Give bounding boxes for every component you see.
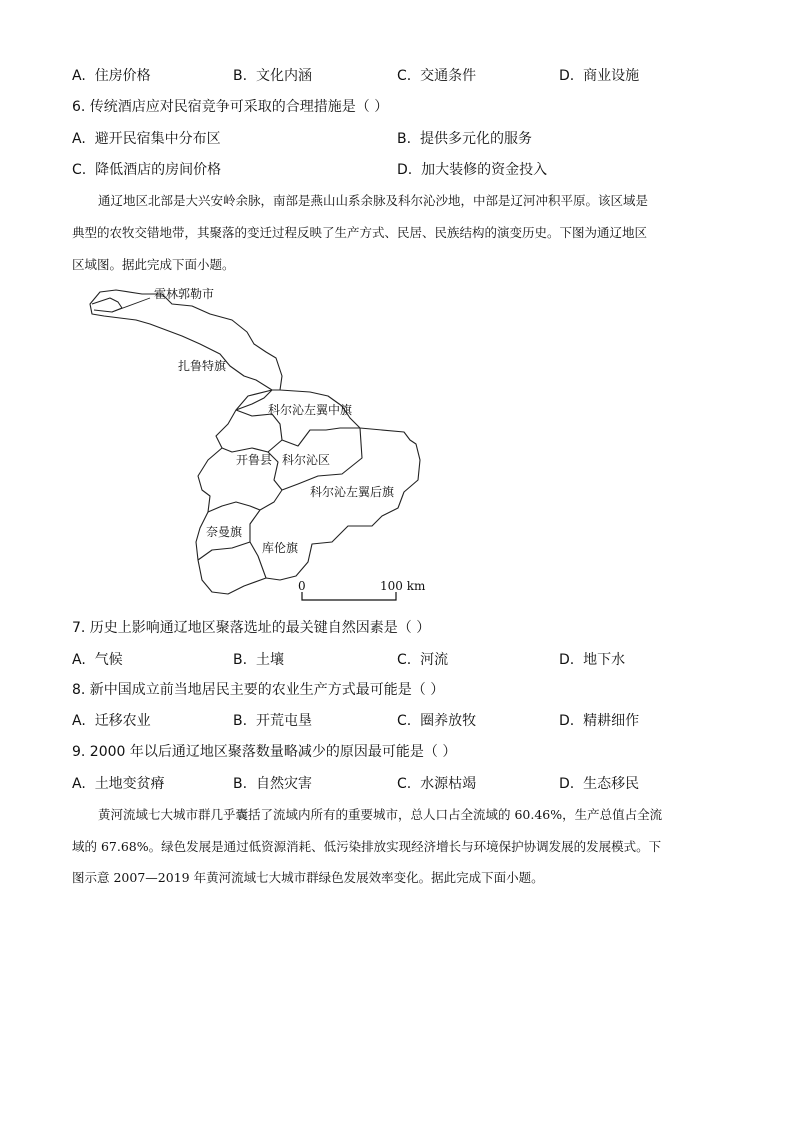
passage-line: 典型的农牧交错地带，其聚落的变迁过程反映了生产方式、民居、民族结构的演变历史。下图为通辽地区 xyxy=(72,225,648,240)
q7-option-c[interactable]: C. 河流 xyxy=(397,652,449,668)
q7-option-d[interactable]: D. 地下水 xyxy=(559,652,626,668)
q5-option-a[interactable]: A. 住房价格 xyxy=(72,68,151,84)
label-huolin-gol: 霍林郭勒市 xyxy=(154,287,215,301)
q5-option-b[interactable]: B. 文化内涵 xyxy=(233,68,312,84)
q6-option-a[interactable]: A. 避开民宿集中分布区 xyxy=(72,131,221,147)
q6-option-d[interactable]: D. 加大装修的资金投入 xyxy=(397,162,548,178)
scale-distance-label: 100 km xyxy=(380,579,426,593)
q5-option-d[interactable]: D. 商业设施 xyxy=(559,68,640,84)
passage-line: 区域图。据此完成下面小题。 xyxy=(72,257,235,272)
q8-option-a[interactable]: A. 迁移农业 xyxy=(72,713,151,729)
scale-zero-label: 0 xyxy=(298,579,306,593)
label-naiman: 奈曼旗 xyxy=(206,525,243,539)
q7-option-b[interactable]: B. 土壤 xyxy=(233,652,284,668)
q8-stem: 8. 新中国成立前当地居民主要的农业生产方式最可能是（ ） xyxy=(72,682,445,698)
q5-option-c[interactable]: C. 交通条件 xyxy=(397,68,477,84)
scale-bar xyxy=(298,579,426,600)
q9-option-a[interactable]: A. 土地变贫瘠 xyxy=(72,776,165,792)
q9-stem: 9. 2000 年以后通辽地区聚落数量略减少的原因最可能是（ ） xyxy=(72,744,457,760)
tongliao-region-map xyxy=(82,280,442,610)
passage-line: 黄河流域七大城市群几乎囊括了流域内所有的重要城市，总人口占全流域的 60.46%，生产总值占全流 xyxy=(98,807,663,822)
passage-line: 图示意 2007—2019 年黄河流域七大城市群绿色发展效率变化。据此完成下面小题。 xyxy=(72,870,544,885)
label-zuoyi-zhongqi: 科尔沁左翼中旗 xyxy=(268,403,353,417)
q9-option-b[interactable]: B. 自然灾害 xyxy=(233,776,312,792)
label-zuoyi-houqi: 科尔沁左翼后旗 xyxy=(310,485,395,499)
q7-stem: 7. 历史上影响通辽地区聚落选址的最关键自然因素是（ ） xyxy=(72,620,431,636)
q7-option-a[interactable]: A. 气候 xyxy=(72,652,123,668)
q6-option-b[interactable]: B. 提供多元化的服务 xyxy=(397,131,532,147)
map-labels xyxy=(154,286,394,555)
map-boundaries xyxy=(90,290,420,594)
label-zhalute: 扎鲁特旗 xyxy=(178,359,227,373)
q9-option-d[interactable]: D. 生态移民 xyxy=(559,776,640,792)
q6-option-c[interactable]: C. 降低酒店的房间价格 xyxy=(72,162,222,178)
q8-option-b[interactable]: B. 开荒屯垦 xyxy=(233,713,312,729)
q6-stem: 6. 传统酒店应对民宿竞争可采取的合理措施是（ ） xyxy=(72,99,389,115)
passage-line: 域的 67.68%。绿色发展是通过低资源消耗、低污染排放实现经济增长与环境保护协调发展的发展模式。下 xyxy=(72,839,662,854)
q8-option-d[interactable]: D. 精耕细作 xyxy=(559,713,640,729)
passage-line: 通辽地区北部是大兴安岭余脉，南部是燕山山系余脉及科尔沁沙地，中部是辽河冲积平原。该区域是 xyxy=(98,193,649,208)
q9-option-c[interactable]: C. 水源枯竭 xyxy=(397,776,477,792)
label-kulun: 库伦旗 xyxy=(262,541,299,555)
q8-option-c[interactable]: C. 圈养放牧 xyxy=(397,713,477,729)
label-kailu: 开鲁县 xyxy=(236,453,273,467)
label-keerqin-district: 科尔沁区 xyxy=(282,453,331,467)
